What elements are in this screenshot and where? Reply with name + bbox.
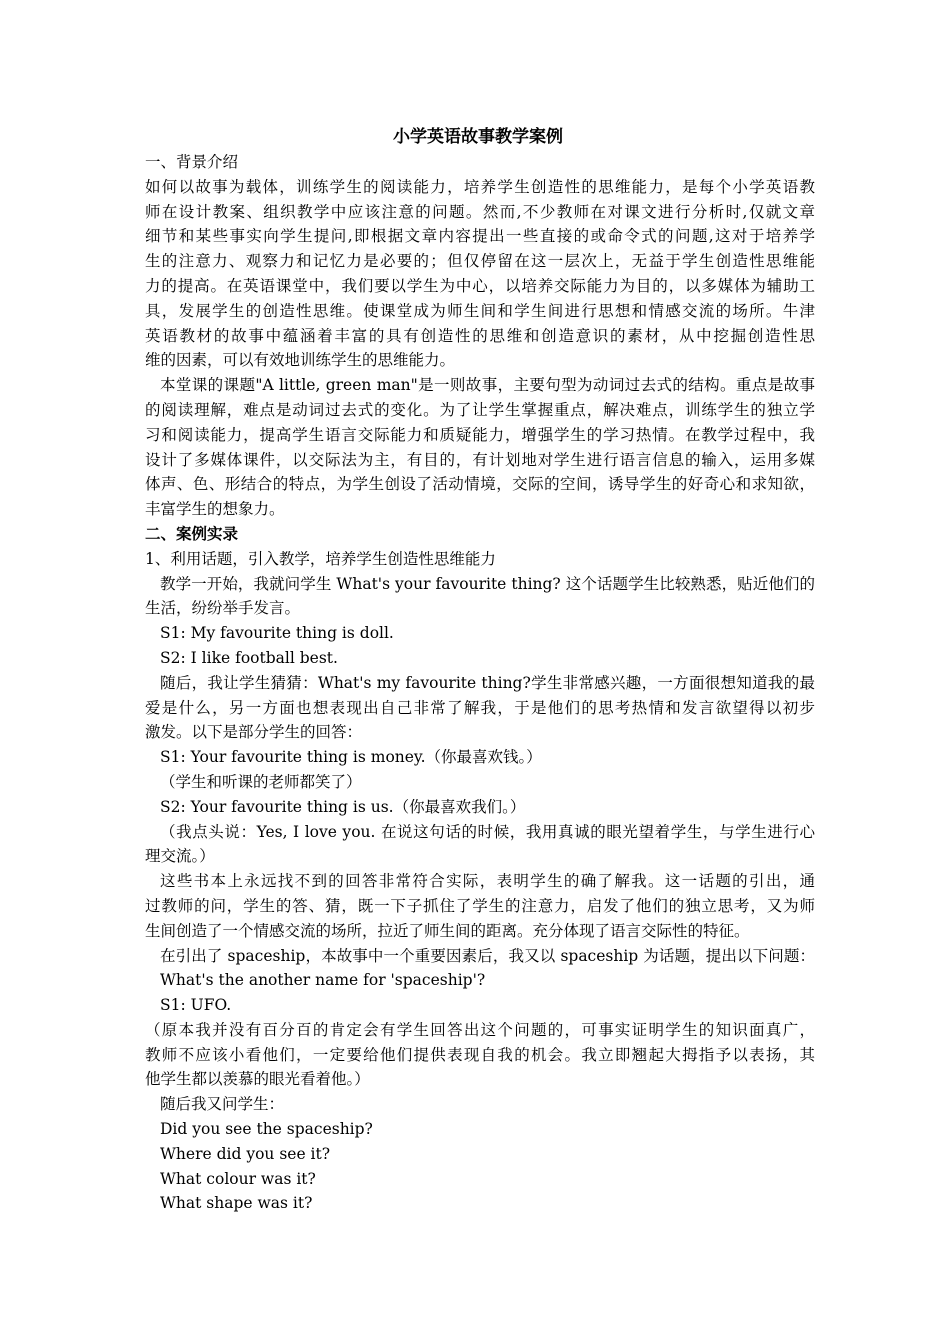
text-line: 一、背景介绍 xyxy=(145,153,239,171)
text-line: 教学一开始，我就问学生 What's your favourite thing? 这个话题学生比较熟悉，贴近他们的 xyxy=(160,574,815,593)
text-line: 设计了多媒体课件，以交际法为主，有目的，有计划地对学生进行语言信息的输入，运用多媒 xyxy=(145,450,815,469)
text-line: 爱是什么，另一方面也想表现出自己非常了解我，于是他们的思考热情和发言欲望得以初步 xyxy=(145,698,815,717)
text-line: 生的注意力、观察力和记忆力是必要的；但仅停留在这一层次上，无益于学生创造性思维能 xyxy=(145,252,815,271)
text-line: 细节和某些事实向学生提问,即根据文章内容提出一些直接的或命令式的问题,这对于培养学 xyxy=(145,227,815,246)
text-line: 师在设计教案、组织教学中应该注意的问题。然而,不少教师在对课文进行分析时,仅就文章 xyxy=(145,202,815,221)
text-line: 习和阅读能力，提高学生语言交际能力和质疑能力，增强学生的学习热情。在教学过程中，我 xyxy=(145,425,815,444)
document-title: 小学英语故事教学案例 xyxy=(393,127,563,147)
document-text xyxy=(145,150,815,1216)
text-line: S2: Your favourite thing is us.（你最喜欢我们。） xyxy=(160,797,526,816)
text-line: 生活，纷纷举手发言。 xyxy=(145,599,301,618)
text-line: 教师不应该小看他们，一定要给他们提供表现自我的机会。我立即翘起大拇指予以表扬，其 xyxy=(145,1045,815,1064)
text-line: 具，发展学生的创造性思维。使课堂成为师生间和学生间进行思想和情感交流的场所。牛津 xyxy=(145,301,815,320)
text-line: 随后我又问学生： xyxy=(160,1095,285,1114)
text-line: 维的因素，可以有效地训练学生的思维能力。 xyxy=(145,351,456,370)
text-line: 生间创造了一个情感交流的场所，拉近了师生间的距离。充分体现了语言交际性的特征。 xyxy=(145,921,750,940)
text-line: （原本我并没有百分百的肯定会有学生回答出这个问题的，可事实证明学生的知识面真广， xyxy=(145,1020,815,1039)
text-line: （我点头说：Yes, I love you. 在说这句话的时候，我用真诚的眼光望着学生，与学生进行心 xyxy=(160,822,815,841)
text-line: 他学生都以羡慕的眼光看着他。） xyxy=(145,1070,370,1089)
text-line: 英语教材的故事中蕴涵着丰富的具有创造性的思维和创造意识的素材，从中挖掘创造性思 xyxy=(145,326,815,345)
text-line: 如何以故事为载体，训练学生的阅读能力，培养学生创造性的思维能力，是每个小学英语教 xyxy=(145,177,815,196)
text-line: 过教师的问，学生的答、猜，既一下子抓住了学生的注意力，启发了他们的独立思考，又为师 xyxy=(145,896,815,915)
text-line: 力的提高。在英语课堂中，我们要以学生为中心，以培养交际能力为目的，以多媒体为辅助工 xyxy=(145,276,815,295)
text-line: 本堂课的课题"A little, green man"是一则故事，主要句型为动词过去式的结构。重点是故事 xyxy=(160,376,815,395)
section-heading: 二、案例实录 xyxy=(145,523,239,543)
text-line: S2: I like football best. xyxy=(160,648,338,667)
text-line: What colour was it? xyxy=(160,1169,316,1188)
text-line: Where did you see it? xyxy=(160,1144,331,1163)
text-line: 1、利用话题，引入教学，培养学生创造性思维能力 xyxy=(145,549,496,568)
text-line: S1: My favourite thing is doll. xyxy=(160,624,394,643)
text-line: S1: Your favourite thing is money.（你最喜欢钱。） xyxy=(160,748,542,767)
text-line: （学生和听课的老师都笑了） xyxy=(160,772,362,791)
text-line: Did you see the spaceship? xyxy=(160,1120,373,1139)
text-line: 体声、色、形结合的特点，为学生创设了活动情境，交际的空间，诱导学生的好奇心和求知欲， xyxy=(145,475,815,494)
text-line: 激发。以下是部分学生的回答： xyxy=(145,723,363,742)
text-line: S1: UFO. xyxy=(160,996,232,1015)
text-line: 丰富学生的想象力。 xyxy=(145,500,285,519)
text-line: 在引出了 spaceship，本故事中一个重要因素后，我又以 spaceship 为话题，提出以下问题： xyxy=(160,946,815,965)
text-line: 这些书本上永远找不到的回答非常符合实际，表明学生的确了解我。这一话题的引出，通 xyxy=(160,872,815,891)
text-line: 的阅读理解，难点是动词过去式的变化。为了让学生掌握重点，解决难点，训练学生的独立学 xyxy=(145,400,815,419)
document-body xyxy=(145,124,815,1216)
text-line: 理交流。） xyxy=(145,847,215,866)
text-line: What shape was it? xyxy=(160,1194,313,1213)
text-line: What's the another name for 'spaceship'? xyxy=(160,971,486,990)
text-line: 随后，我让学生猜猜：What's my favourite thing?学生非常感兴趣，一方面很想知道我的最 xyxy=(160,673,815,692)
